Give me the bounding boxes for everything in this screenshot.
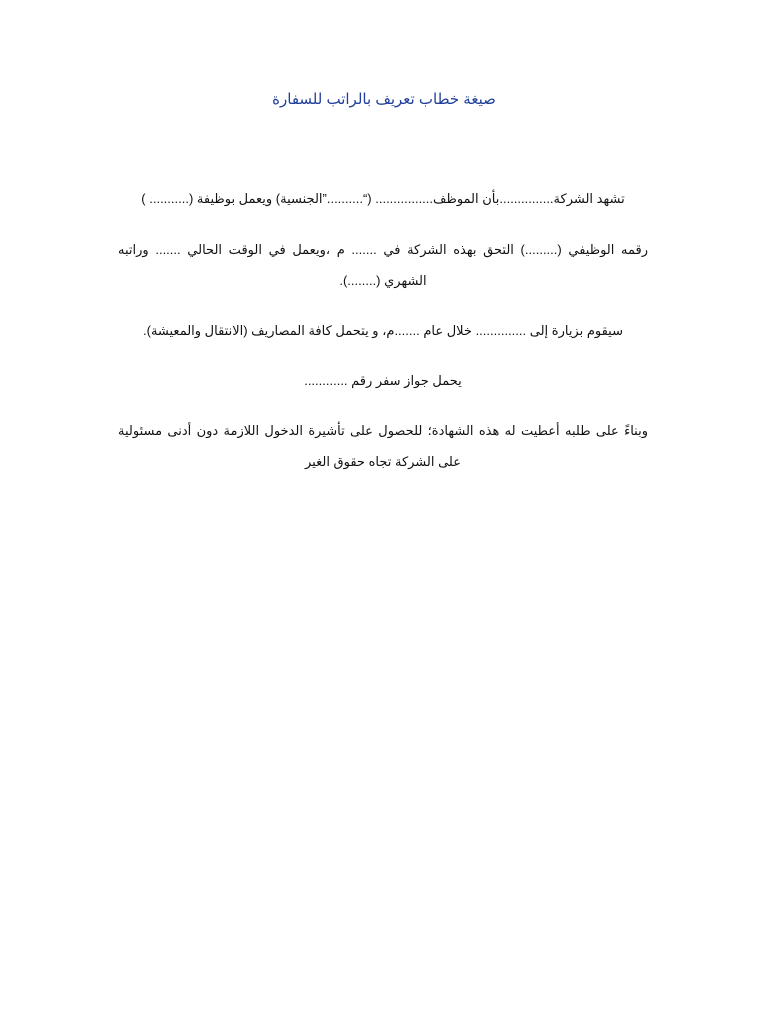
paragraph-passport-number: يحمل جواز سفر رقم ............ [304, 373, 462, 388]
paragraph-certificate-purpose: وبناءً على طلبه أعطيت له هذه الشهادة؛ للحصول على تأشيرة الدخول اللازمة دون أدنى مسئولية على الشركة تجاه حقوق الغير [118, 423, 648, 469]
paragraph-company-certification: تشهد الشركة...............بأن الموظف................ (“..........”الجنسية) ويعمل بوظيفة (........... ) [141, 191, 625, 206]
document-body [118, 182, 648, 477]
paragraph-employee-id-and-salary: رقمه الوظيفي (.........) التحق بهذه الشركة في ....... م ،ويعمل في الوقت الحالي ....... وراتبه الشهري (........). [118, 242, 648, 288]
document-title: صيغة خطاب تعريف بالراتب للسفارة [272, 91, 496, 108]
paragraph-visit-and-expenses: سيقوم بزيارة إلى .............. خلال عام .......م، و يتحمل كافة المصاريف (الانتقال والمعيشة). [143, 323, 623, 338]
